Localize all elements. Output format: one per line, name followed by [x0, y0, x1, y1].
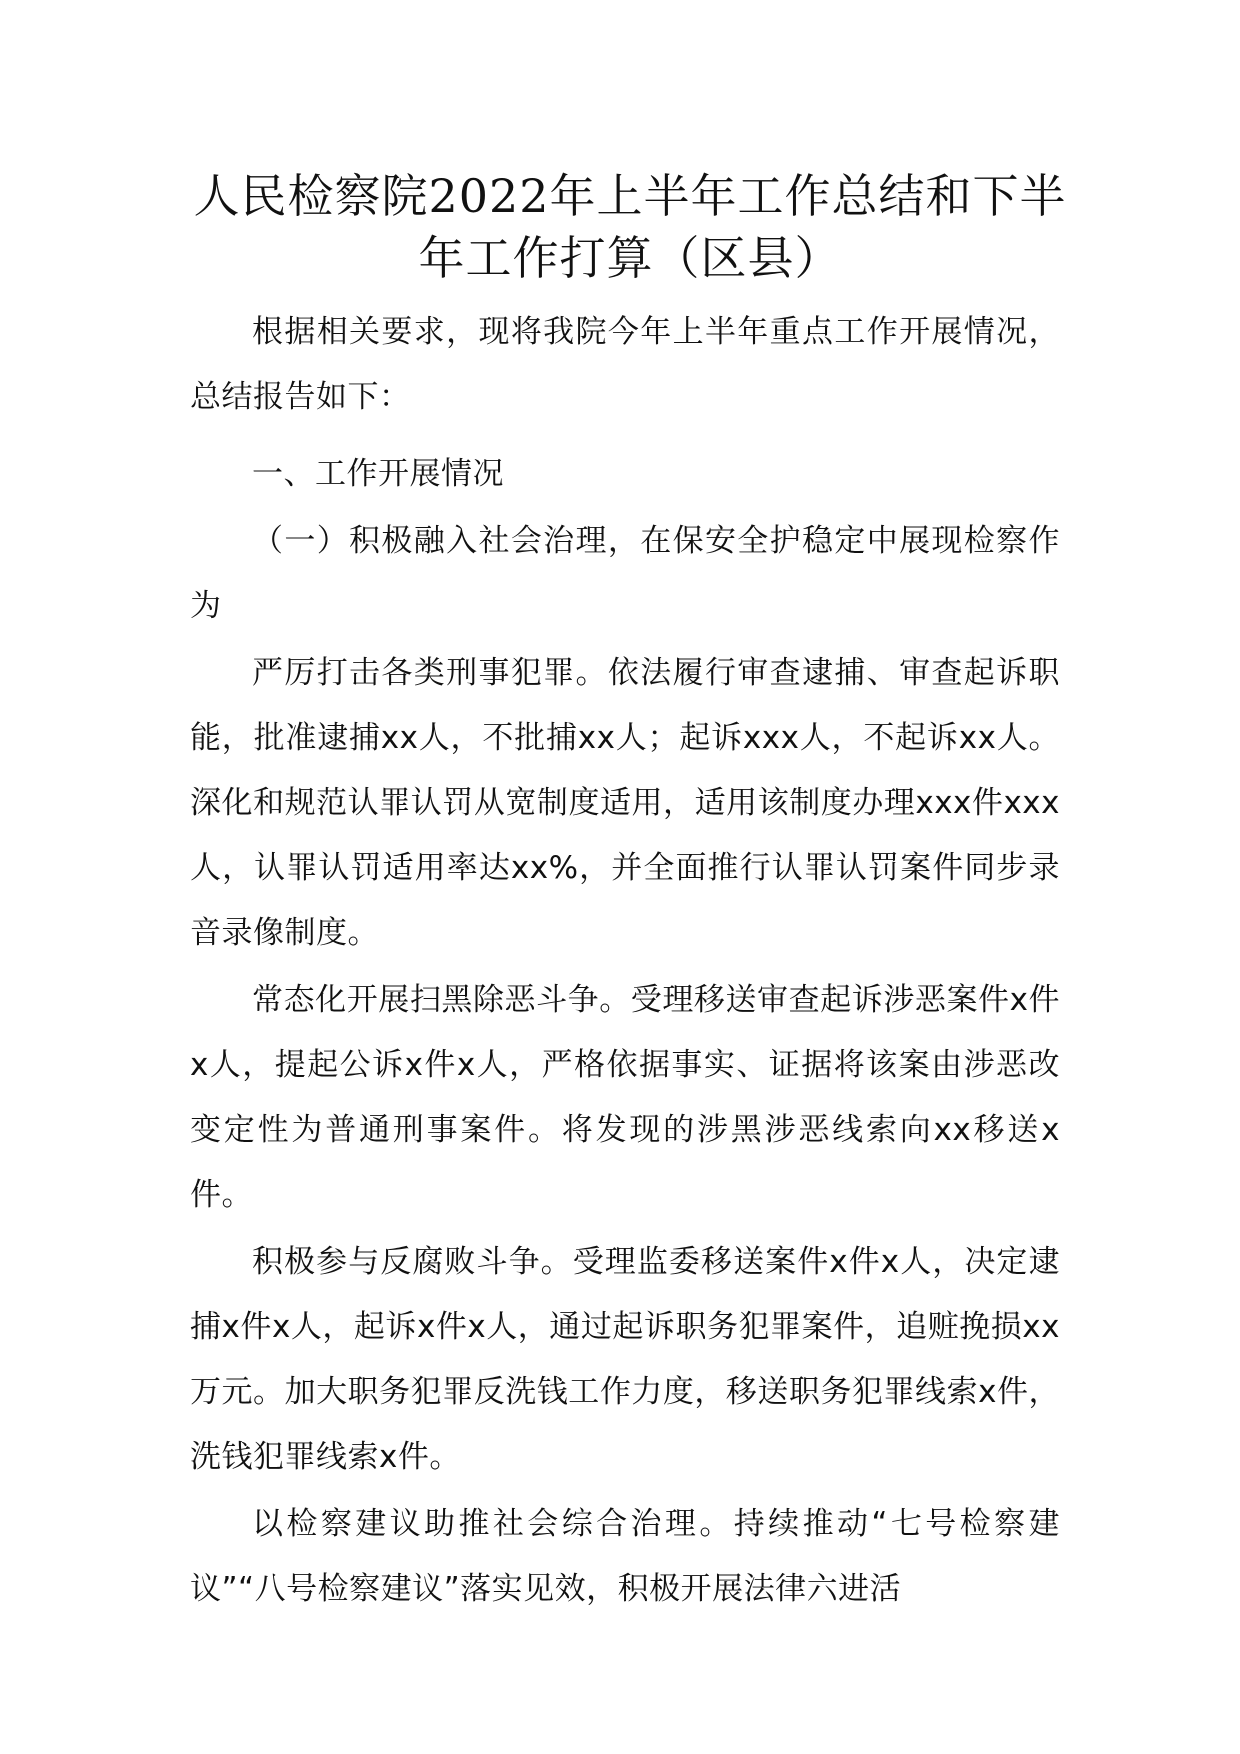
- section-heading: 一、工作开展情况: [252, 456, 504, 492]
- subsection-heading: （一）积极融入社会治理，在保安全护稳定中展现检察作为: [190, 523, 1060, 624]
- document-title: 人民检察院2022年上半年工作总结和下半年工作打算（区县）: [193, 169, 1067, 285]
- document-body: [190, 300, 1060, 1622]
- body-paragraph: 常态化开展扫黑除恶斗争。受理移送审查起诉涉恶案件x件x人，提起公诉x件x人，严格依据事实、证据将该案由涉恶改变定性为普通刑事案件。将发现的涉黑涉恶线索向xx移送x件。: [190, 982, 1060, 1213]
- body-paragraph: 积极参与反腐败斗争。受理监委移送案件x件x人，决定逮捕x件x人，起诉x件x人，通过起诉职务犯罪案件，追赃挽损xx万元。加大职务犯罪反洗钱工作力度，移送职务犯罪线索x件，洗钱犯罪线索x件。: [190, 1244, 1060, 1475]
- body-paragraph: 以检察建议助推社会综合治理。持续推动“七号检察建议”“八号检察建议”落实见效，积极开展法律六进活: [190, 1506, 1060, 1607]
- intro-paragraph: 根据相关要求，现将我院今年上半年重点工作开展情况，总结报告如下：: [190, 314, 1060, 415]
- body-paragraph: 严厉打击各类刑事犯罪。依法履行审查逮捕、审查起诉职能，批准逮捕xx人，不批捕xx人；起诉xxx人，不起诉xx人。深化和规范认罪认罚从宽制度适用，适用该制度办理xxx件xxx人，认罪认罚适用率达xx%，并全面推行认罪认罚案件同步录音录像制度。: [190, 655, 1060, 951]
